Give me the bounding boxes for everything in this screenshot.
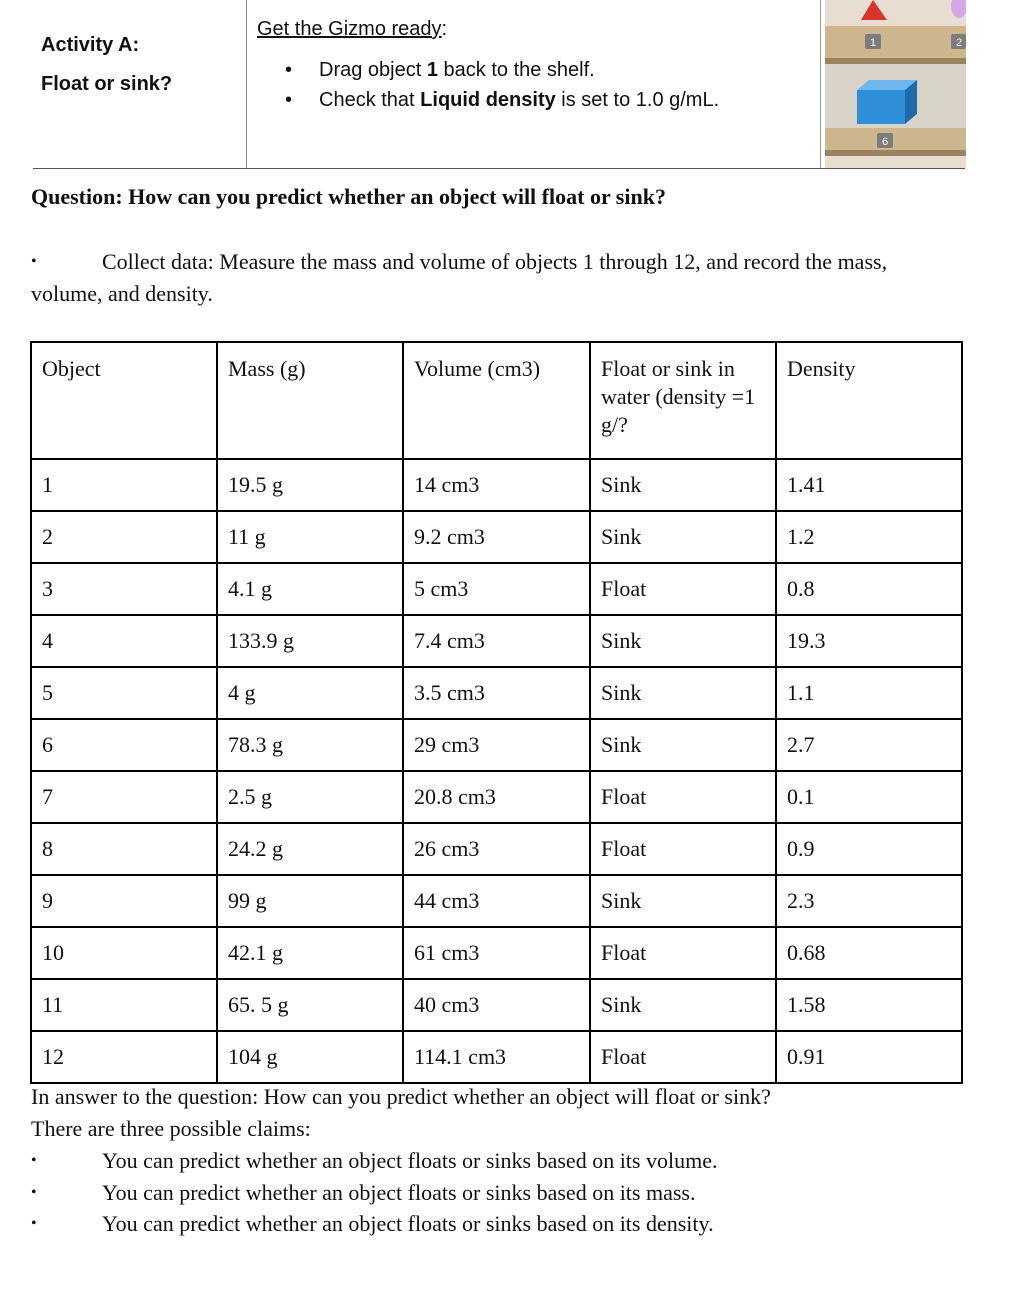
shelf-tag-6-label: 6 xyxy=(881,136,889,148)
cell-object: 4 xyxy=(31,615,217,667)
cell-density: 19.3 xyxy=(776,615,962,667)
cell-volume: 29 cm3 xyxy=(403,719,590,771)
step-text: is set to 1.0 g/mL. xyxy=(555,89,720,111)
cell-density: 0.1 xyxy=(776,771,962,823)
claims-list xyxy=(31,1145,717,1240)
cell-volume: 20.8 cm3 xyxy=(403,771,590,823)
cell-mass: 78.3 g xyxy=(217,719,403,771)
claim-item: • You can predict whether an object floats or sinks based on its volume. xyxy=(31,1145,717,1177)
shelf-bottom xyxy=(825,128,966,152)
table-row xyxy=(31,459,962,511)
cell-object: 11 xyxy=(31,979,217,1031)
collect-data-line-1: Collect data: Measure the mass and volume of objects 1 through 12, and record the mass, xyxy=(102,249,888,274)
cell-volume: 61 cm3 xyxy=(403,927,590,979)
data-table xyxy=(30,341,963,1084)
cell-density: 0.8 xyxy=(776,563,962,615)
cell-mass: 104 g xyxy=(217,1031,403,1083)
step-text: Check that xyxy=(319,89,421,111)
cell-object: 9 xyxy=(31,875,217,927)
cell-density: 0.9 xyxy=(776,823,962,875)
shelf-bottom-edge xyxy=(825,150,966,156)
cell-object: 6 xyxy=(31,719,217,771)
cell-density: 1.58 xyxy=(776,979,962,1031)
cell-density: 1.1 xyxy=(776,667,962,719)
shelf-tag-1-label: 1 xyxy=(869,37,877,49)
cell-object: 5 xyxy=(31,667,217,719)
step-text: back to the shelf. xyxy=(437,59,595,81)
cell-mass: 11 g xyxy=(217,511,403,563)
cell-float-or-sink: Float xyxy=(590,1031,776,1083)
cell-density: 1.41 xyxy=(776,459,962,511)
table-body xyxy=(31,459,962,1083)
cell-float-or-sink: Sink xyxy=(590,667,776,719)
cell-volume: 7.4 cm3 xyxy=(403,615,590,667)
cell-object: 8 xyxy=(31,823,217,875)
cell-volume: 14 cm3 xyxy=(403,459,590,511)
table-row xyxy=(31,927,962,979)
step-bold: Liquid density xyxy=(420,89,556,111)
cell-mass: 42.1 g xyxy=(217,927,403,979)
bullet-icon: • xyxy=(31,253,37,270)
cell-mass: 65. 5 g xyxy=(217,979,403,1031)
table-row xyxy=(31,563,962,615)
shelf-top-edge xyxy=(825,58,966,64)
cell-volume: 3.5 cm3 xyxy=(403,667,590,719)
answer-intro xyxy=(31,1081,771,1145)
question-heading: Question: How can you predict whether an object will float or sink? xyxy=(31,184,666,209)
cell-object: 2 xyxy=(31,511,217,563)
cell-density: 0.91 xyxy=(776,1031,962,1083)
cell-object: 12 xyxy=(31,1031,217,1083)
cell-volume: 114.1 cm3 xyxy=(403,1031,590,1083)
column-header-density: Density xyxy=(776,342,962,459)
activity-label-cell xyxy=(33,0,247,168)
table-row xyxy=(31,615,962,667)
cell-float-or-sink: Sink xyxy=(590,615,776,667)
cell-float-or-sink: Sink xyxy=(590,459,776,511)
cell-mass: 19.5 g xyxy=(217,459,403,511)
gizmo-shelf-image xyxy=(820,0,966,168)
column-header-volume: Volume (cm3) xyxy=(403,342,590,459)
table-row xyxy=(31,511,962,563)
cell-object: 10 xyxy=(31,927,217,979)
gizmo-shelf-illustration xyxy=(821,0,966,168)
column-header-float-or-sink: Float or sink in water (density =1 g/? xyxy=(590,342,776,459)
answer-line-2: There are three possible claims: xyxy=(31,1116,311,1141)
cell-volume: 40 cm3 xyxy=(403,979,590,1031)
activity-header xyxy=(33,0,965,169)
answer-line-1: In answer to the question: How can you predict whether an object will float or sink? xyxy=(31,1084,771,1109)
shelf-tag-2-label: 2 xyxy=(955,37,963,49)
shelf-top xyxy=(825,26,966,60)
cell-volume: 9.2 cm3 xyxy=(403,511,590,563)
cell-density: 1.2 xyxy=(776,511,962,563)
cell-density: 2.7 xyxy=(776,719,962,771)
collect-data-line-2: volume, and density. xyxy=(31,281,213,306)
cell-float-or-sink: Float xyxy=(590,771,776,823)
gizmo-ready-link-text: Get the Gizmo ready xyxy=(257,18,442,40)
cell-object: 1 xyxy=(31,459,217,511)
cell-mass: 99 g xyxy=(217,875,403,927)
cell-volume: 5 cm3 xyxy=(403,563,590,615)
table-row xyxy=(31,719,962,771)
setup-step xyxy=(257,58,719,88)
gizmo-ready-heading xyxy=(257,18,447,41)
collect-data-instruction xyxy=(31,246,966,310)
table-row xyxy=(31,875,962,927)
cell-mass: 24.2 g xyxy=(217,823,403,875)
table-row xyxy=(31,771,962,823)
cell-float-or-sink: Float xyxy=(590,927,776,979)
claim-item: • You can predict whether an object floats or sinks based on its density. xyxy=(31,1208,717,1240)
table-header-row xyxy=(31,342,962,459)
setup-steps xyxy=(257,58,719,118)
step-text: Drag object xyxy=(319,59,427,81)
cell-mass: 4.1 g xyxy=(217,563,403,615)
cell-volume: 44 cm3 xyxy=(403,875,590,927)
table-row xyxy=(31,1031,962,1083)
cell-object: 7 xyxy=(31,771,217,823)
cell-volume: 26 cm3 xyxy=(403,823,590,875)
gizmo-ready-colon: : xyxy=(441,18,448,40)
step-bold: 1 xyxy=(426,59,438,81)
table-row xyxy=(31,667,962,719)
cell-float-or-sink: Sink xyxy=(590,511,776,563)
cell-float-or-sink: Float xyxy=(590,563,776,615)
claim-item: • You can predict whether an object floats or sinks based on its mass. xyxy=(31,1177,717,1209)
cell-density: 0.68 xyxy=(776,927,962,979)
activity-subtitle: Float or sink? xyxy=(41,73,173,95)
setup-step xyxy=(257,88,719,118)
cell-float-or-sink: Float xyxy=(590,823,776,875)
table-row xyxy=(31,979,962,1031)
cell-mass: 4 g xyxy=(217,667,403,719)
cell-density: 2.3 xyxy=(776,875,962,927)
cell-mass: 133.9 g xyxy=(217,615,403,667)
cell-float-or-sink: Sink xyxy=(590,979,776,1031)
cell-object: 3 xyxy=(31,563,217,615)
activity-title: Activity A: xyxy=(41,34,140,56)
cube-object-icon xyxy=(857,90,905,124)
table-row xyxy=(31,823,962,875)
cell-float-or-sink: Sink xyxy=(590,875,776,927)
cell-mass: 2.5 g xyxy=(217,771,403,823)
column-header-object: Object xyxy=(31,342,217,459)
cell-float-or-sink: Sink xyxy=(590,719,776,771)
column-header-mass: Mass (g) xyxy=(217,342,403,459)
